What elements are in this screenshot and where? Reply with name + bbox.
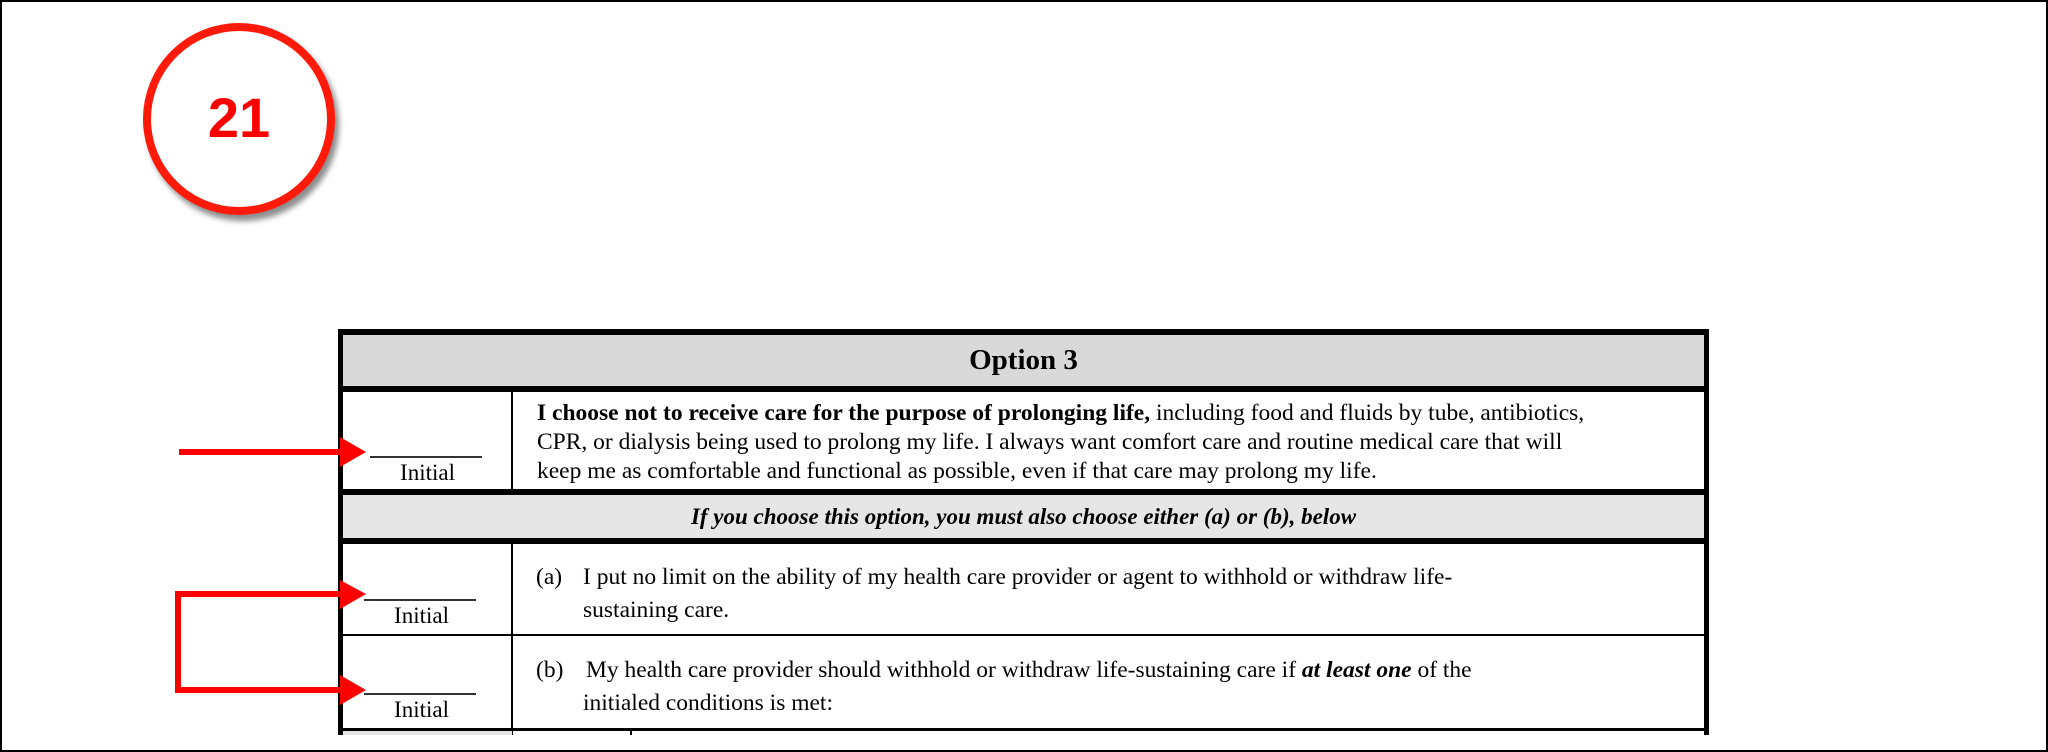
main-option-text: I choose not to receive care for the purpose of prolonging life, including food and fluids by tube, antibiotics, CPR, or dialysis being used to prolong my life. I always want comfort care and routine medical care that will keep me as comfortable and functional as possible, even if that care may prolong my life. <box>537 400 1585 484</box>
step-number: 21 <box>207 86 271 149</box>
sub-option-b-text: (b) My health care provider should withhold or withdraw life-sustaining care if at least one of the initialed conditions is met: <box>536 654 1696 724</box>
arrow-head-icon <box>340 580 366 609</box>
option-marker: (b) <box>536 657 564 683</box>
arrow-shaft-main <box>179 449 349 455</box>
option-title: Option 3 <box>969 344 1078 376</box>
instruction-text: If you choose this option, you must also choose either (a) or (b), below <box>690 503 1357 529</box>
main-option-bold-text: I choose not to receive care for the purpose of prolonging life, <box>537 400 1151 426</box>
initial-label: Initial <box>394 697 449 722</box>
arrow-head-icon <box>340 437 366 467</box>
emphasis-text: at least one <box>1301 657 1412 683</box>
option-marker: (a) <box>536 564 563 590</box>
arrow-shaft-a <box>175 591 347 597</box>
arrow-head-icon <box>340 675 366 705</box>
sub-option-a-text: (a) I put no limit on the ability of my health care provider or agent to withhold or withdraw life- sustaining care. <box>536 561 1696 631</box>
initial-label: Initial <box>394 603 449 628</box>
initial-label: Initial <box>400 460 455 485</box>
arrow-shaft-b <box>175 687 347 693</box>
bracket-vertical <box>175 591 181 693</box>
